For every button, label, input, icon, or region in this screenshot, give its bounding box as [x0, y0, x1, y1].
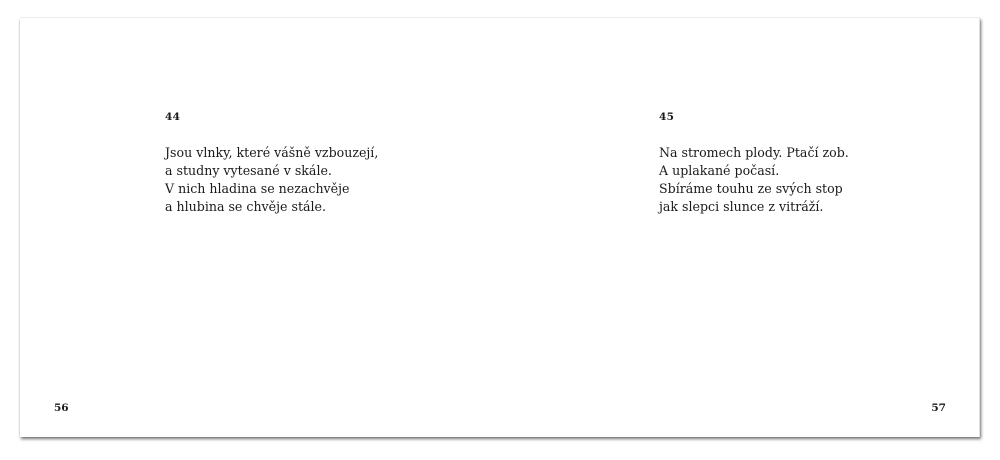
poem-line: Na stromech plody. Ptačí zob.: [659, 145, 849, 160]
poem-line: a studny vytesané v skále.: [165, 163, 332, 178]
poem-line: a hlubina se chvěje stále.: [165, 199, 327, 214]
poem-line: Jsou vlnky, které vášně vzbouzejí,: [165, 145, 379, 160]
poem-number: 45: [659, 111, 675, 123]
poem-stanza: [659, 144, 849, 216]
poem-number: 44: [165, 111, 181, 123]
book-spread: [20, 18, 980, 437]
poem-line: jak slepci slunce z vitráží.: [659, 199, 824, 214]
page-number: 57: [931, 402, 946, 414]
right-page: [500, 18, 979, 437]
poem-line: V nich hladina se nezachvěje: [165, 181, 350, 196]
page-number: 56: [54, 402, 69, 414]
poem-line: A uplakané počasí.: [659, 163, 780, 178]
poem-stanza: [165, 144, 378, 216]
poem-line: Sbíráme touhu ze svých stop: [659, 181, 843, 196]
left-page: [20, 18, 500, 437]
